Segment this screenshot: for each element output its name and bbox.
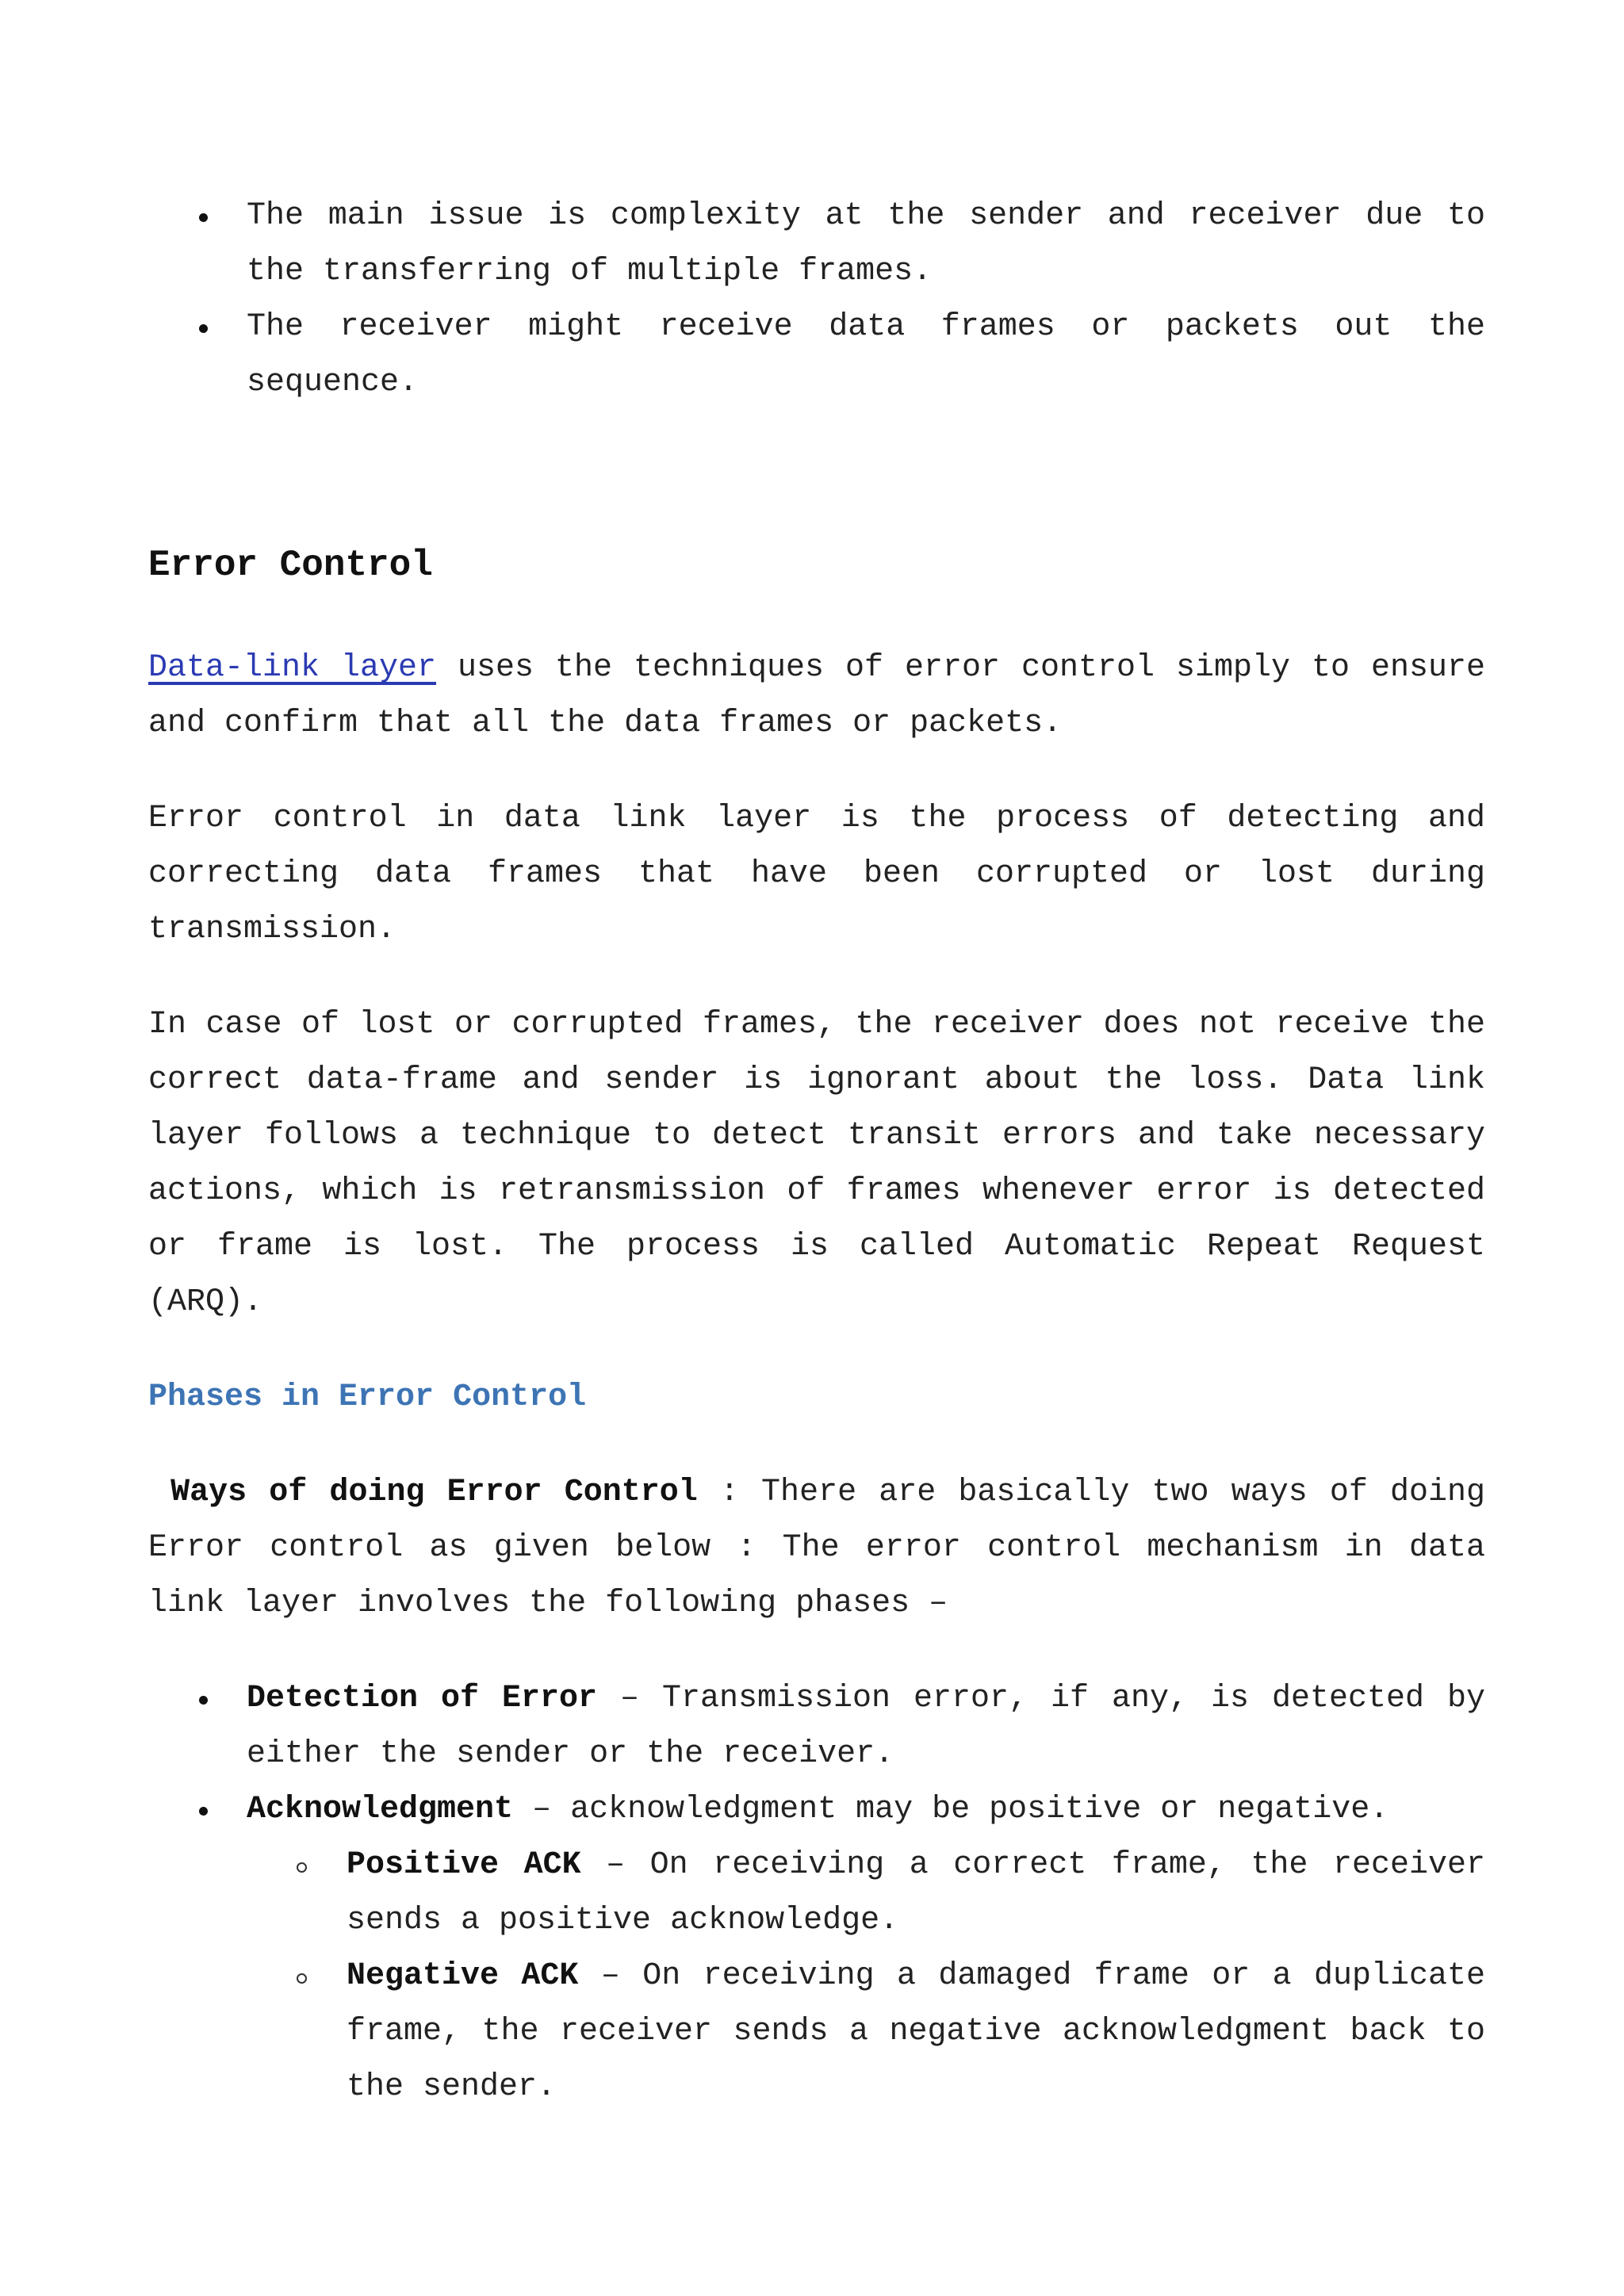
bullet-icon: [199, 1807, 208, 1816]
section-heading-error-control: Error Control: [148, 545, 433, 586]
top-bullet-list: [148, 189, 1485, 411]
ways-bold-term: Ways of doing Error Control: [170, 1475, 698, 1510]
list-item: [148, 300, 1485, 411]
paragraph-error-control-intro: [148, 641, 1485, 752]
list-item: [148, 1671, 1485, 1782]
sub-item-term: Negative ACK: [347, 1958, 579, 1994]
sub-list-item: [148, 1949, 1485, 2115]
sub-item-text: – On receiving a damaged frame or a duplicate frame, the receiver sends a negative acknowledgment back to the sender.: [347, 1958, 1486, 2105]
data-link-layer-link[interactable]: Data-link layer: [148, 650, 437, 686]
phases-list: [148, 1671, 1485, 2115]
paragraph-arq: In case of lost or corrupted frames, the receiver does not receive the correct data-frame and sender is ignorant about the loss. Data link layer follows a technique to detect transit errors and take necessary actions, which is retransmission of frames whenever error is detected or frame is lost. The process is called Automatic Repeat Request (ARQ).: [148, 1007, 1485, 1320]
list-item: [148, 189, 1485, 300]
section-heading-phases: Phases in Error Control: [148, 1380, 587, 1415]
paragraph-ways: [148, 1465, 1485, 1632]
bullet-icon: [199, 213, 208, 222]
hollow-bullet-icon: [297, 1973, 307, 1984]
list-item-term: Acknowledgment: [247, 1792, 514, 1827]
paragraph-text: uses the techniques of error control simply to ensure and confirm that all the data frames or packets.: [148, 650, 1485, 741]
list-item-text: – acknowledgment may be positive or negative.: [513, 1792, 1389, 1827]
list-item-text: – Transmission error, if any, is detected by either the sender or the receiver.: [247, 1681, 1485, 1772]
bullet-icon: [199, 1696, 208, 1705]
sub-list-item: [148, 1838, 1485, 1949]
paragraph-error-control-definition: Error control in data link layer is the process of detecting and correcting data frames that have been corrupted or lost during transmission.: [148, 801, 1485, 947]
sub-item-term: Positive ACK: [347, 1847, 581, 1883]
sub-item-text: – On receiving a correct frame, the receiver sends a positive acknowledge.: [347, 1847, 1485, 1938]
paragraph-text: : There are basically two ways of doing Error control as given below : The error control mechanism in data link layer involves the following phases –: [148, 1475, 1485, 1621]
bullet-icon: [199, 324, 208, 333]
list-item-text: The main issue is complexity at the sender and receiver due to the transferring of multiple frames.: [247, 198, 1485, 289]
hollow-bullet-icon: [297, 1862, 307, 1873]
list-item-term: Detection of Error: [247, 1681, 598, 1716]
list-item-text: The receiver might receive data frames or packets out the sequence.: [247, 309, 1485, 400]
list-item: [148, 1782, 1485, 1838]
